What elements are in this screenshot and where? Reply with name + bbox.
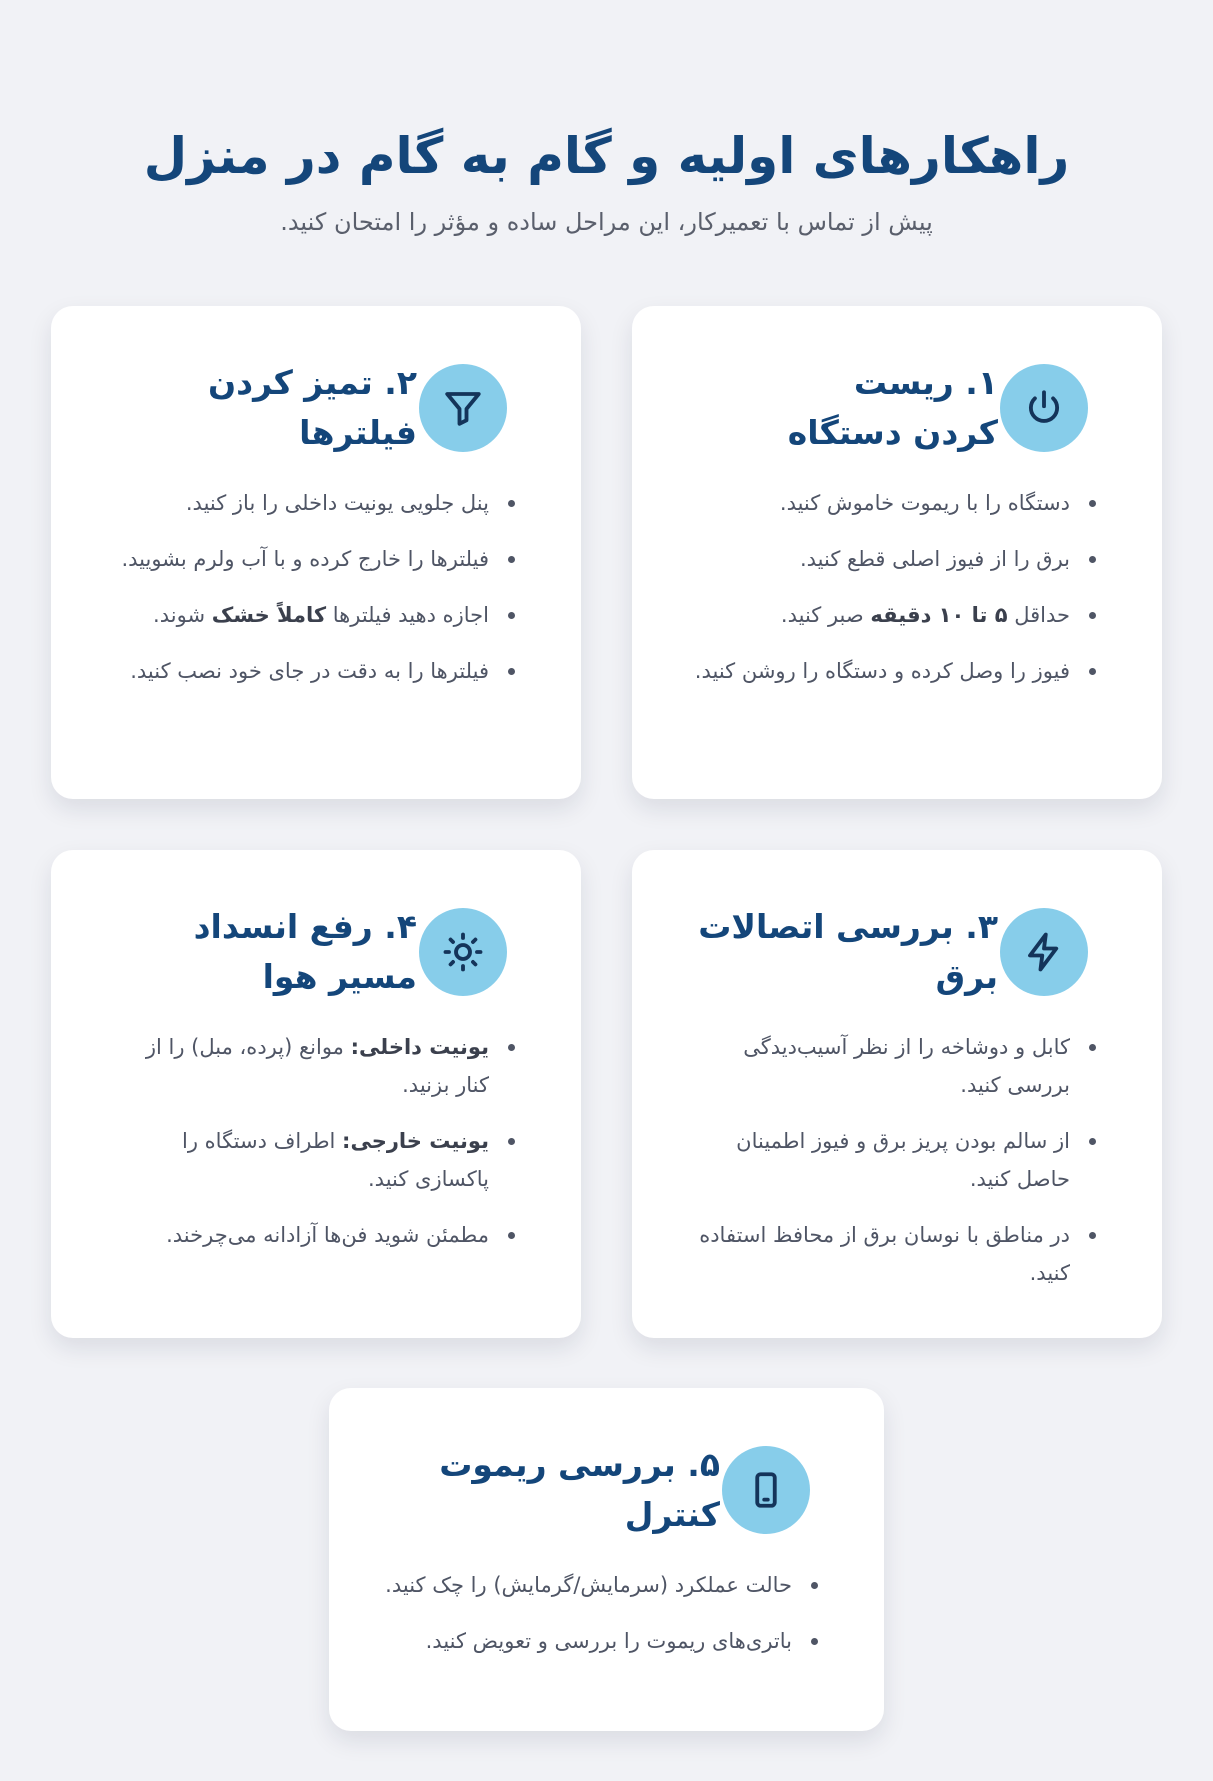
mobile-remote-icon	[722, 1446, 810, 1534]
list-item: مطمئن شوید فن‌ها آزادانه می‌چرخند.	[107, 1216, 521, 1254]
list-item: برق را از فیوز اصلی قطع کنید.	[688, 540, 1102, 578]
card-header	[688, 902, 1106, 1002]
steps-list	[688, 484, 1106, 690]
card-clear-airflow	[51, 850, 581, 1338]
list-item: در مناطق با نوسان برق از محافظ استفاده کنید.	[688, 1216, 1102, 1292]
page-subtitle: پیش از تماس با تعمیرکار، این مراحل ساده و مؤثر را امتحان کنید.	[280, 208, 933, 236]
card-title: ۱. ریست کردن دستگاه	[787, 363, 998, 452]
card-title: ۴. رفع انسداد مسیر هوا	[193, 907, 417, 996]
list-item: حالت عملکرد (سرمایش/گرمایش) را چک کنید.	[385, 1566, 824, 1604]
card-header	[107, 358, 525, 458]
list-item: یونیت خارجی: اطراف دستگاه را پاکسازی کنید.	[107, 1122, 521, 1198]
list-item: حداقل ۵ تا ۱۰ دقیقه صبر کنید.	[688, 596, 1102, 634]
steps-list	[107, 484, 525, 690]
power-icon	[1000, 364, 1088, 452]
list-item: دستگاه را با ریموت خاموش کنید.	[688, 484, 1102, 522]
card-title: ۳. بررسی اتصالات برق	[698, 907, 998, 996]
page-title: راهکارهای اولیه و گام به گام در منزل	[143, 127, 1070, 185]
card-header	[385, 1440, 828, 1540]
steps-list	[688, 1028, 1106, 1292]
card-title: ۵. بررسی ریموت کنترل	[439, 1445, 720, 1534]
list-item: باتری‌های ریموت را بررسی و تعویض کنید.	[385, 1622, 824, 1660]
list-item: کابل و دوشاخه را از نظر آسیب‌دیدگی بررسی کنید.	[688, 1028, 1102, 1104]
lightning-icon	[1000, 908, 1088, 996]
card-title: ۲. تمیز کردن فیلترها	[207, 363, 417, 452]
list-item: پنل جلویی یونیت داخلی را باز کنید.	[107, 484, 521, 522]
list-item: یونیت داخلی: موانع (پرده، مبل) را از کنار بزنید.	[107, 1028, 521, 1104]
sun-icon	[419, 908, 507, 996]
list-item: فیلترها را خارج کرده و با آب ولرم بشویید.	[107, 540, 521, 578]
list-item: از سالم بودن پریز برق و فیوز اطمینان حاصل کنید.	[688, 1122, 1102, 1198]
steps-list	[107, 1028, 525, 1254]
list-item: فیلترها را به دقت در جای خود نصب کنید.	[107, 652, 521, 690]
card-clean-filters	[51, 306, 581, 799]
page-header	[0, 118, 1213, 240]
card-reset-device	[632, 306, 1162, 799]
card-header	[688, 358, 1106, 458]
list-item: اجازه دهید فیلترها کاملاً خشک شوند.	[107, 596, 521, 634]
filter-icon	[419, 364, 507, 452]
steps-list	[385, 1566, 828, 1660]
card-check-power	[632, 850, 1162, 1338]
list-item: فیوز را وصل کرده و دستگاه را روشن کنید.	[688, 652, 1102, 690]
card-header	[107, 902, 525, 1002]
card-check-remote	[329, 1388, 884, 1731]
